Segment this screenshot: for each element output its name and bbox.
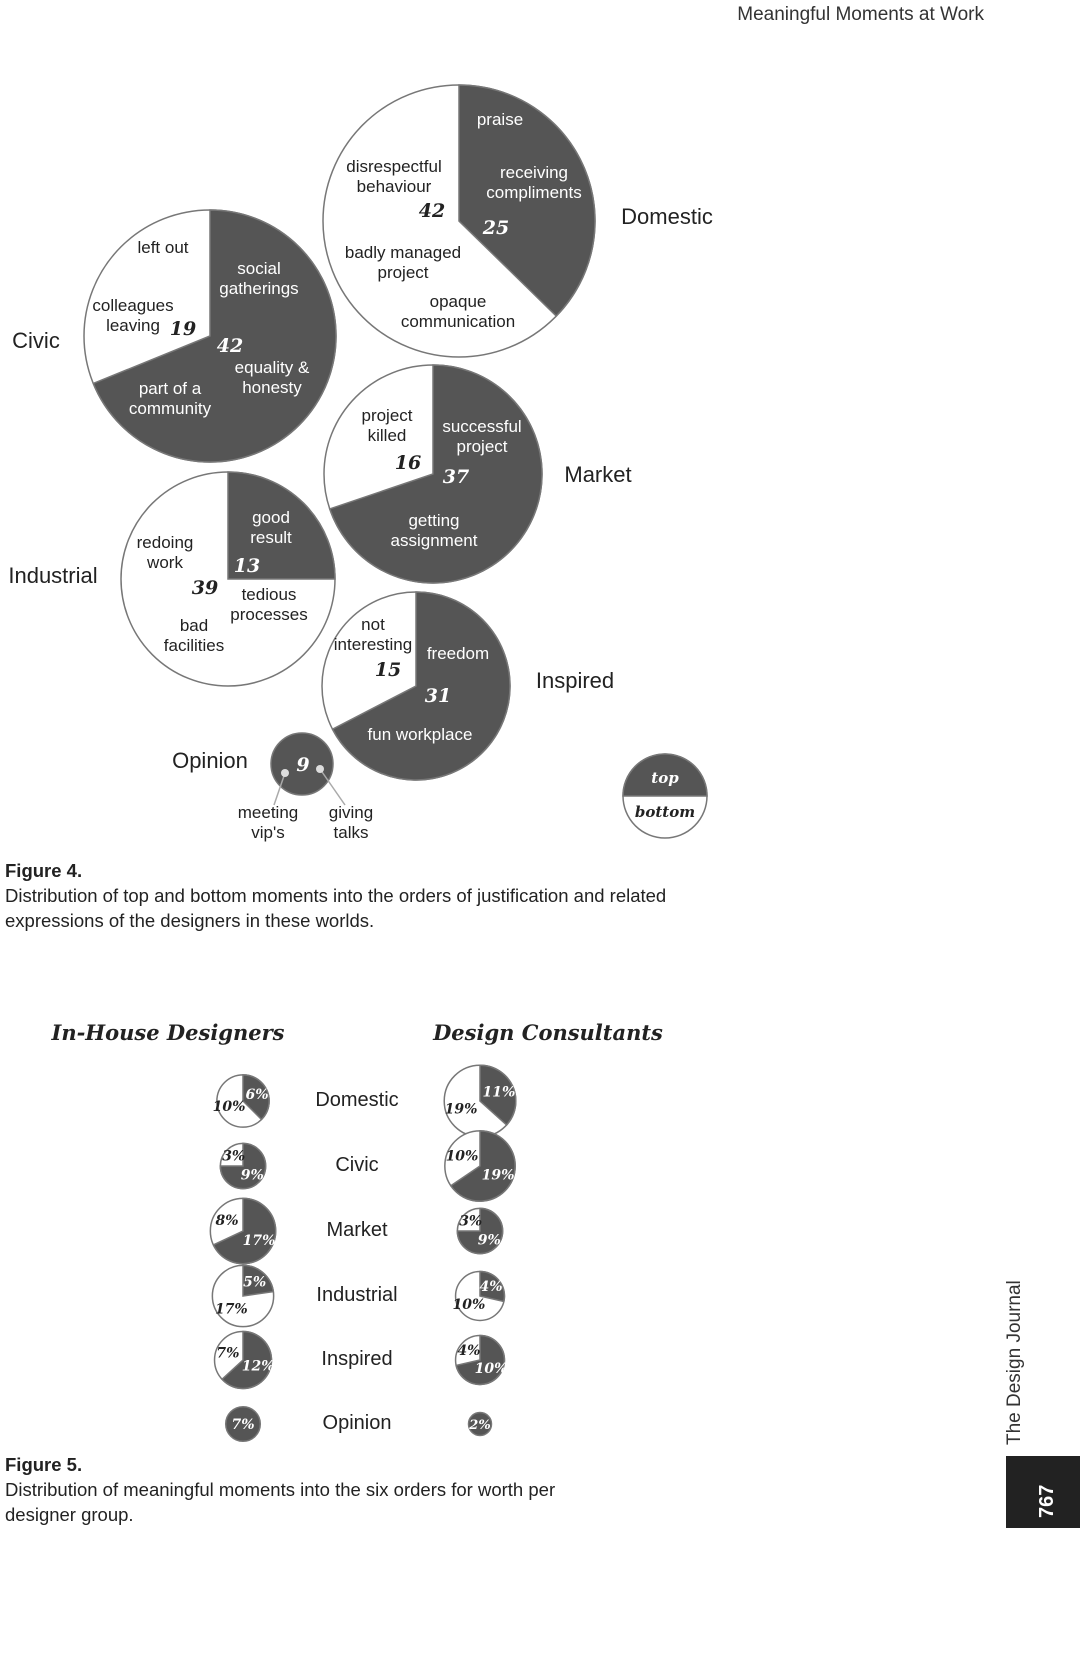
bottom-term: bad facilities [163, 616, 225, 656]
running-header: Meaningful Moments at Work [737, 4, 984, 25]
callout-dot [281, 769, 289, 777]
page-number: 767 [1036, 1484, 1058, 1518]
bottom-pct: 10% [212, 1098, 246, 1115]
fig5-row-inspired [215, 1332, 508, 1389]
bottom-pct: 10% [445, 1148, 479, 1165]
consultants-pie [444, 1065, 516, 1137]
top-term: meeting vip's [237, 803, 299, 843]
bottom-term: badly managed project [344, 243, 462, 283]
world-name-civic: Civic [12, 327, 60, 353]
consultants-pie [445, 1131, 515, 1201]
top-term: getting assignment [390, 511, 478, 551]
consultants-pie [456, 1336, 508, 1385]
pie-opinion [172, 733, 373, 843]
in-house-pie [226, 1407, 261, 1442]
order-name: Civic [335, 1154, 379, 1177]
top-pct: 9% [477, 1232, 501, 1249]
top-pct: 12% [241, 1358, 275, 1375]
bottom-pct: 17% [214, 1301, 248, 1318]
bottom-pct: 3% [222, 1148, 246, 1165]
top-pct: 11% [482, 1084, 516, 1101]
order-name: Domestic [315, 1089, 399, 1112]
bottom-term: not interesting [333, 615, 413, 655]
bottom-count: 15 [374, 659, 402, 681]
order-name: Opinion [322, 1412, 392, 1435]
fig5-row-domestic [213, 1065, 516, 1137]
top-term: receiving compliments [486, 163, 582, 203]
bottom-pct: 8% [215, 1212, 239, 1229]
top-term: giving talks [328, 803, 374, 843]
in-house-pie [220, 1143, 265, 1188]
top-pct: 6% [245, 1087, 269, 1104]
journal-name: The Design Journal [1004, 1280, 1025, 1445]
pie-domestic [323, 85, 713, 357]
bottom-pct: 3% [459, 1213, 483, 1230]
top-term: equality & honesty [234, 358, 310, 398]
bottom-count: 16 [394, 452, 422, 474]
top-count: 9 [296, 754, 310, 776]
in-house-pie [213, 1075, 270, 1127]
bottom-term: project killed [361, 406, 413, 446]
in-house-pie [215, 1332, 275, 1389]
bottom-count: 42 [418, 200, 446, 222]
top-pct: 10% [474, 1360, 508, 1377]
top-count: 31 [424, 685, 452, 707]
order-name: Inspired [321, 1348, 393, 1371]
in-house-pie [212, 1265, 273, 1326]
top-term: successful project [442, 417, 522, 457]
bottom-count: 39 [191, 577, 219, 599]
in-house-title: In-House Designers [51, 1019, 285, 1045]
pie-industrial [8, 472, 335, 686]
figure-4-caption-text: Distribution of top and bottom moments into the orders of justification and related expressions of the designers in these worlds. [5, 885, 667, 931]
top-pct: 2% [469, 1417, 491, 1433]
top-count: 37 [442, 466, 470, 488]
fig5-row-opinion [226, 1407, 492, 1442]
top-term: fun workplace [367, 725, 473, 745]
world-name-domestic: Domestic [621, 203, 713, 229]
consultants-pie [453, 1272, 505, 1321]
order-name: Market [326, 1219, 388, 1242]
consultants-pie [457, 1208, 502, 1253]
bottom-term: disrespectful behaviour [346, 157, 442, 197]
figure-4-legend [623, 754, 707, 838]
pie-civic [12, 210, 336, 462]
world-name-inspired: Inspired [535, 667, 615, 693]
legend-top-label: top [651, 769, 679, 787]
top-pct: 9% [240, 1167, 264, 1184]
bottom-term: left out [137, 238, 189, 258]
bottom-count: 19 [169, 318, 197, 340]
fig5-row-civic [220, 1131, 515, 1201]
figure-4-label: Figure 4. [5, 860, 83, 881]
bottom-pct: 7% [216, 1345, 240, 1362]
world-name-market: Market [564, 461, 632, 487]
bottom-pct: 4% [457, 1343, 481, 1360]
top-pct: 19% [481, 1167, 515, 1184]
top-pct: 17% [242, 1233, 276, 1250]
world-name-industrial: Industrial [8, 562, 98, 588]
figure-4-bubble-chart [8, 85, 712, 843]
pie-market [324, 365, 632, 583]
consultants-pie [468, 1413, 491, 1436]
bottom-term: redoing work [136, 533, 194, 573]
bottom-term: tedious processes [230, 585, 308, 625]
top-count: 25 [482, 217, 510, 239]
fig5-row-market [210, 1198, 502, 1263]
order-name: Industrial [316, 1284, 398, 1307]
figure-5-caption-text: Distribution of meaningful moments into the six orders for worth per designer group. [5, 1479, 556, 1525]
bottom-term: opaque communication [400, 292, 516, 332]
top-term: good result [250, 508, 292, 548]
top-term: praise [476, 110, 524, 130]
figure-4-caption [5, 858, 725, 933]
bottom-pct: 19% [444, 1101, 478, 1118]
figure-5-label: Figure 5. [5, 1454, 83, 1475]
bottom-term: colleagues leaving [92, 296, 174, 336]
bottom-pct: 10% [452, 1296, 486, 1313]
top-pct: 5% [243, 1274, 267, 1291]
consultants-title: Design Consultants [433, 1019, 663, 1045]
in-house-pie [210, 1198, 275, 1263]
figure-5-paired-pies [51, 1020, 664, 1442]
top-count: 42 [216, 335, 244, 357]
top-pct: 7% [231, 1417, 255, 1433]
top-term: part of a community [128, 379, 212, 419]
pie-inspired [322, 592, 614, 780]
top-term: social gatherings [219, 259, 299, 299]
callout-dot [316, 765, 324, 773]
top-count: 13 [233, 555, 261, 577]
world-name-opinion: Opinion [172, 747, 248, 773]
top-term: freedom [426, 644, 490, 664]
legend-bottom-label: bottom [634, 803, 696, 821]
figure-5-caption [5, 1452, 625, 1527]
fig5-row-industrial [212, 1265, 504, 1326]
top-pct: 4% [479, 1279, 503, 1296]
